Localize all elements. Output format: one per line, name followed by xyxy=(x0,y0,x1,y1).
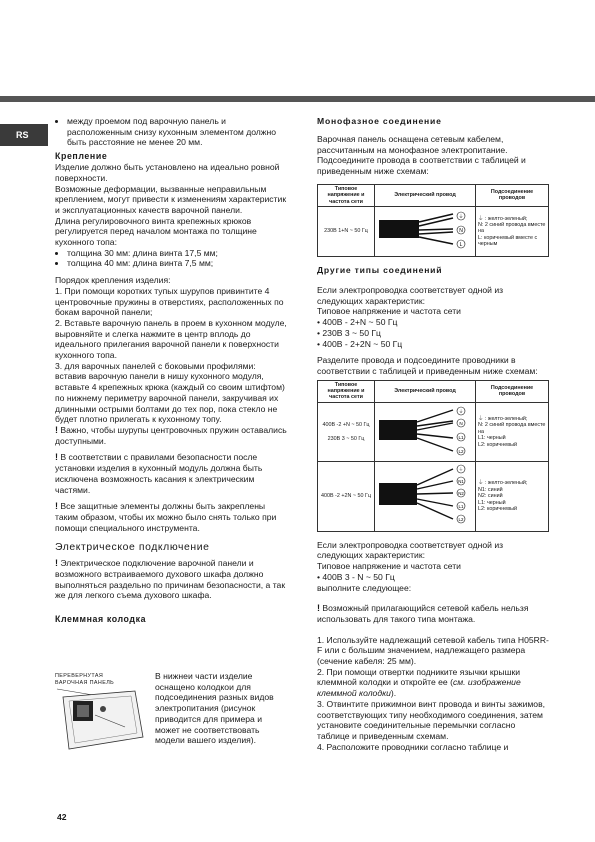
heading-fastening: Крепление xyxy=(55,151,108,162)
terminal-label: L2 xyxy=(458,517,464,523)
step-r1: 1. Используйте надлежащий сетевой кабель типа H05RR-F или с большим значением, надлежащего размера (сечение кабеля: 25 мм). xyxy=(317,634,549,667)
warning-cable: ! Возможный прилагающийся сетевой кабель нельзя использовать для такого типа монтажа. xyxy=(317,603,529,624)
para-separate: Разделите провода и подсоедините проводники в соответствии с таблицей и приведенным ниже схемам: xyxy=(317,355,538,376)
terminal-label: ⏚ xyxy=(458,408,464,414)
connection-legend: ⏚ : желто-зеленый; N1: синий N2: синий L1: черный L2: коричневый xyxy=(476,462,549,531)
intro-list xyxy=(55,116,287,148)
warning-icon: ! xyxy=(55,424,58,435)
step-3: 3. для варочных панелей с боковыми профилями: вставив варочную панели в нишу кухонного модуля, вставьте 4 крепежных крюка (каждый со своим штифтом) по нижнему периметру варочной панели, закручивая их длинными острыми болтами до тех пор, пока стекло не будет плотно прилегать к кухонному топу. xyxy=(55,360,285,425)
heading-single-phase: Монофазное соединение xyxy=(317,116,442,126)
bullet-230-3: • 230В 3 ~ 50 Гц xyxy=(317,327,381,338)
figure-label: ПЕРЕВЕРНУТАЯ ВАРОЧНАЯ ПАНЕЛЬ xyxy=(55,673,115,686)
warning-electrical: ! Электрическое подключение варочной панели и возможного встраиваемого духового шкафа должно выполняться раздельно по причинам безопасности, а так же для легкого съема духового шкафа. xyxy=(55,558,286,601)
connection-legend: ⏚ : желто-зеленый; N: 2 синий провода вместе на L1: черный L2: коричневый xyxy=(476,402,549,461)
terminal-label: L xyxy=(459,242,463,249)
thickness-40: • толщина 40 мм: длина винта 7,5 мм; xyxy=(67,258,287,269)
wiring-diagram xyxy=(375,207,476,257)
thickness-list xyxy=(55,248,287,269)
thickness-30: • толщина 30 мм: длина винта 17,5 мм; xyxy=(67,248,287,259)
step-r2: 2. При помощи отвертки подниките язычки крышки клеммной колодки и откройте ее (см. изображение клеммной колодки). xyxy=(317,666,521,699)
warning-icon: ! xyxy=(55,558,58,569)
warning-safety: ! В соответствии с правилами безопасности после установки изделия в кухонный модуль должна быть исключена возможность касания к электрическим частями. xyxy=(55,452,263,495)
terminal-label: L1 xyxy=(458,504,464,510)
intro-bullet: • между проемом под варочную панель и расположенным снизу кухонным элементом должно быть расстояние не менее 20 мм. xyxy=(67,116,287,148)
terminal-label: L1 xyxy=(458,434,464,440)
para-deformation: Возможные деформации, вызванные неправильным креплением, могут привести к изменениям характеристик и эксплуатационных качеств варочной панели. xyxy=(55,183,287,215)
para-type: Типовое напряжение и частота сети xyxy=(317,306,461,317)
table-header-voltage: Типовое напряжение и частота сети xyxy=(318,380,375,402)
para-procedure: Порядок крепления изделия: xyxy=(55,275,171,286)
para-single-phase: Варочная панель оснащена сетевым кабелем, рассчитанным на монофазное электропитание. Подсоедините провода в соответствии с таблицей и приведенным ниже схемам: xyxy=(317,134,526,177)
para-type-2: Типовое напряжение и частота сети xyxy=(317,561,461,572)
step-2: 2. Вставьте варочную панель в проем в кухонном модуле, выровняйте и слегка нажмите в центр вплодь до идеального прилегания варочной панели к поверхности кухонного топа. xyxy=(55,317,287,361)
table-cell-voltage: 400В -2 +N ~ 50 Гц 230В 3 ~ 50 Гц xyxy=(318,402,375,461)
heading-other-connections: Другие типы соединений xyxy=(317,265,443,276)
table-header-connection: Подсоединение проводов xyxy=(476,380,549,402)
wiring-diagram xyxy=(375,462,476,531)
left-column xyxy=(55,116,287,625)
warning-springs: ! Важно, чтобы шурупы центровочных пружин оставались доступными. xyxy=(55,424,287,446)
para-if: Если электропроводка соответствует одной из следующих характеристик: xyxy=(317,539,504,561)
terminal-label: N xyxy=(459,228,463,235)
para-do: выполните следующее: xyxy=(317,582,412,593)
multi-phase-table xyxy=(317,380,549,532)
cable-diagram-1 xyxy=(377,208,471,252)
warning-icon: ! xyxy=(55,452,58,463)
warning-icon: ! xyxy=(55,501,58,512)
warning-protective: ! Все защитные элементы должны быть закреплены таким образом, чтобы их можно было снять только при помощи специального инструмента. xyxy=(55,501,277,533)
hob-underside-illustration xyxy=(55,687,147,755)
heading-terminal-block: Клеммная колодка xyxy=(55,614,147,625)
step-r4: 4. Расположите проводники согласно таблице и xyxy=(317,741,509,752)
table-header-connection: Подсоединение проводов xyxy=(476,184,549,206)
table-header-wire: Электрический провод xyxy=(375,380,476,402)
terminal-label: L2 xyxy=(458,448,464,454)
page-number: 42 xyxy=(57,812,67,822)
bullet-400-2n: • 400В - 2+N ~ 50 Гц xyxy=(317,317,398,328)
single-phase-table xyxy=(317,184,549,257)
bullet-400-3n: • 400В 3 - N ~ 50 Гц xyxy=(317,571,395,582)
bullet-400-2-2n: • 400В - 2+2N ~ 50 Гц xyxy=(317,338,403,349)
para-screw-length: Длина регулировочного винта крепежных крюков регулируется перед началом монтажа по толщине кухонного топа: xyxy=(55,215,257,248)
terminal-block-description: В нижнеи части изделие оснащено колодкои для подсоединения разных видов электропитания (рисунок приводится для примера и может не соответствовать модели вашего изделия). xyxy=(155,671,274,746)
para-flat-surface: Изделие должно быть установлено на идеально ровной поверхности. xyxy=(55,162,280,183)
cable-diagram-2 xyxy=(377,404,471,458)
terminal-label: ⏚ xyxy=(458,214,464,221)
step-1: 1. При помощи коротких тупых шурупов привинтите 4 центровочные пружины в отверстиях, расположенных по бокам варочной панели; xyxy=(55,285,284,318)
table-cell-voltage: 230В 1+N ~ 50 Гц xyxy=(318,207,375,257)
table-header-voltage: Типовое напряжение и частота сети xyxy=(318,184,375,206)
cable-diagram-3 xyxy=(377,463,471,527)
terminal-block-figure xyxy=(55,673,147,758)
connection-legend: ⏚ : желто-зеленый; N: 2 синий провода вместе на L: коричневый вместе с черным xyxy=(476,207,549,257)
wiring-diagram xyxy=(375,402,476,461)
para-other: Если электропроводка соответствует одной из следующих характеристик: xyxy=(317,285,504,306)
right-column xyxy=(317,116,549,752)
language-tab: RS xyxy=(0,124,48,146)
table-header-wire: Электрический провод xyxy=(375,184,476,206)
terminal-label: N1 xyxy=(458,479,464,485)
table-cell-voltage: 400В -2 +2N ~ 50 Гц xyxy=(318,462,375,531)
terminal-label: N xyxy=(459,420,463,426)
warning-icon: ! xyxy=(317,603,320,614)
terminal-label: ⏚ xyxy=(458,467,464,473)
heading-electrical: Электрическое подключение xyxy=(55,542,210,554)
terminal-label: N2 xyxy=(458,491,464,497)
step-r3: 3. Отвинтите прижимнои винт провода и винты зажимов, соответствующих типу необходимого соединения, затем установите соединительные перемычки согласно таблице и приведенным схемам. xyxy=(317,698,546,741)
top-rule xyxy=(0,96,595,102)
